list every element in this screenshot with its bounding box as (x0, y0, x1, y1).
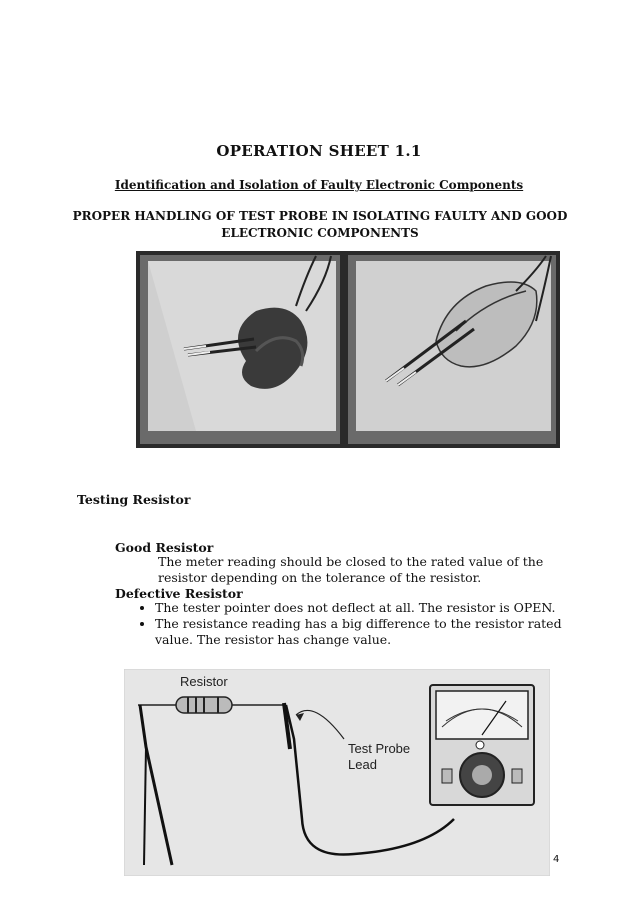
section-heading (40, 208, 600, 242)
page-title: OPERATION SHEET 1.1 (216, 142, 422, 160)
good-resistor-label: Good Resistor (115, 540, 214, 555)
list-item: • The resistance reading has a big difference to the resistor rated value. The resistor has change value. (155, 616, 585, 648)
defective-resistor-list (135, 600, 585, 648)
defective-resistor-label: Defective Resistor (115, 586, 243, 601)
test-probe-label-line-2: Lead (348, 757, 377, 772)
resistor-label: Resistor (180, 674, 228, 689)
resistor-test-diagram (124, 669, 550, 876)
list-item: • The tester pointer does not deflect at all. The resistor is OPEN. (155, 600, 585, 616)
section-heading-line-1: PROPER HANDLING OF TEST PROBE IN ISOLATING FAULTY AND GOOD (72, 209, 568, 223)
multimeter-icon (430, 685, 534, 805)
page-subtitle: Identification and Isolation of Faulty Electronic Components (114, 178, 524, 192)
test-probe-label-line-1: Test Probe (348, 741, 411, 756)
good-resistor-text: The meter reading should be closed to the rated value of the resistor depending on the tolerance of the resistor. (158, 554, 544, 585)
section-heading-line-2: ELECTRONIC COMPONENTS (221, 226, 419, 240)
probe-handling-photo (136, 251, 560, 448)
page-number: 4 (553, 854, 560, 865)
testing-resistor-heading: Testing Resistor (77, 492, 191, 507)
